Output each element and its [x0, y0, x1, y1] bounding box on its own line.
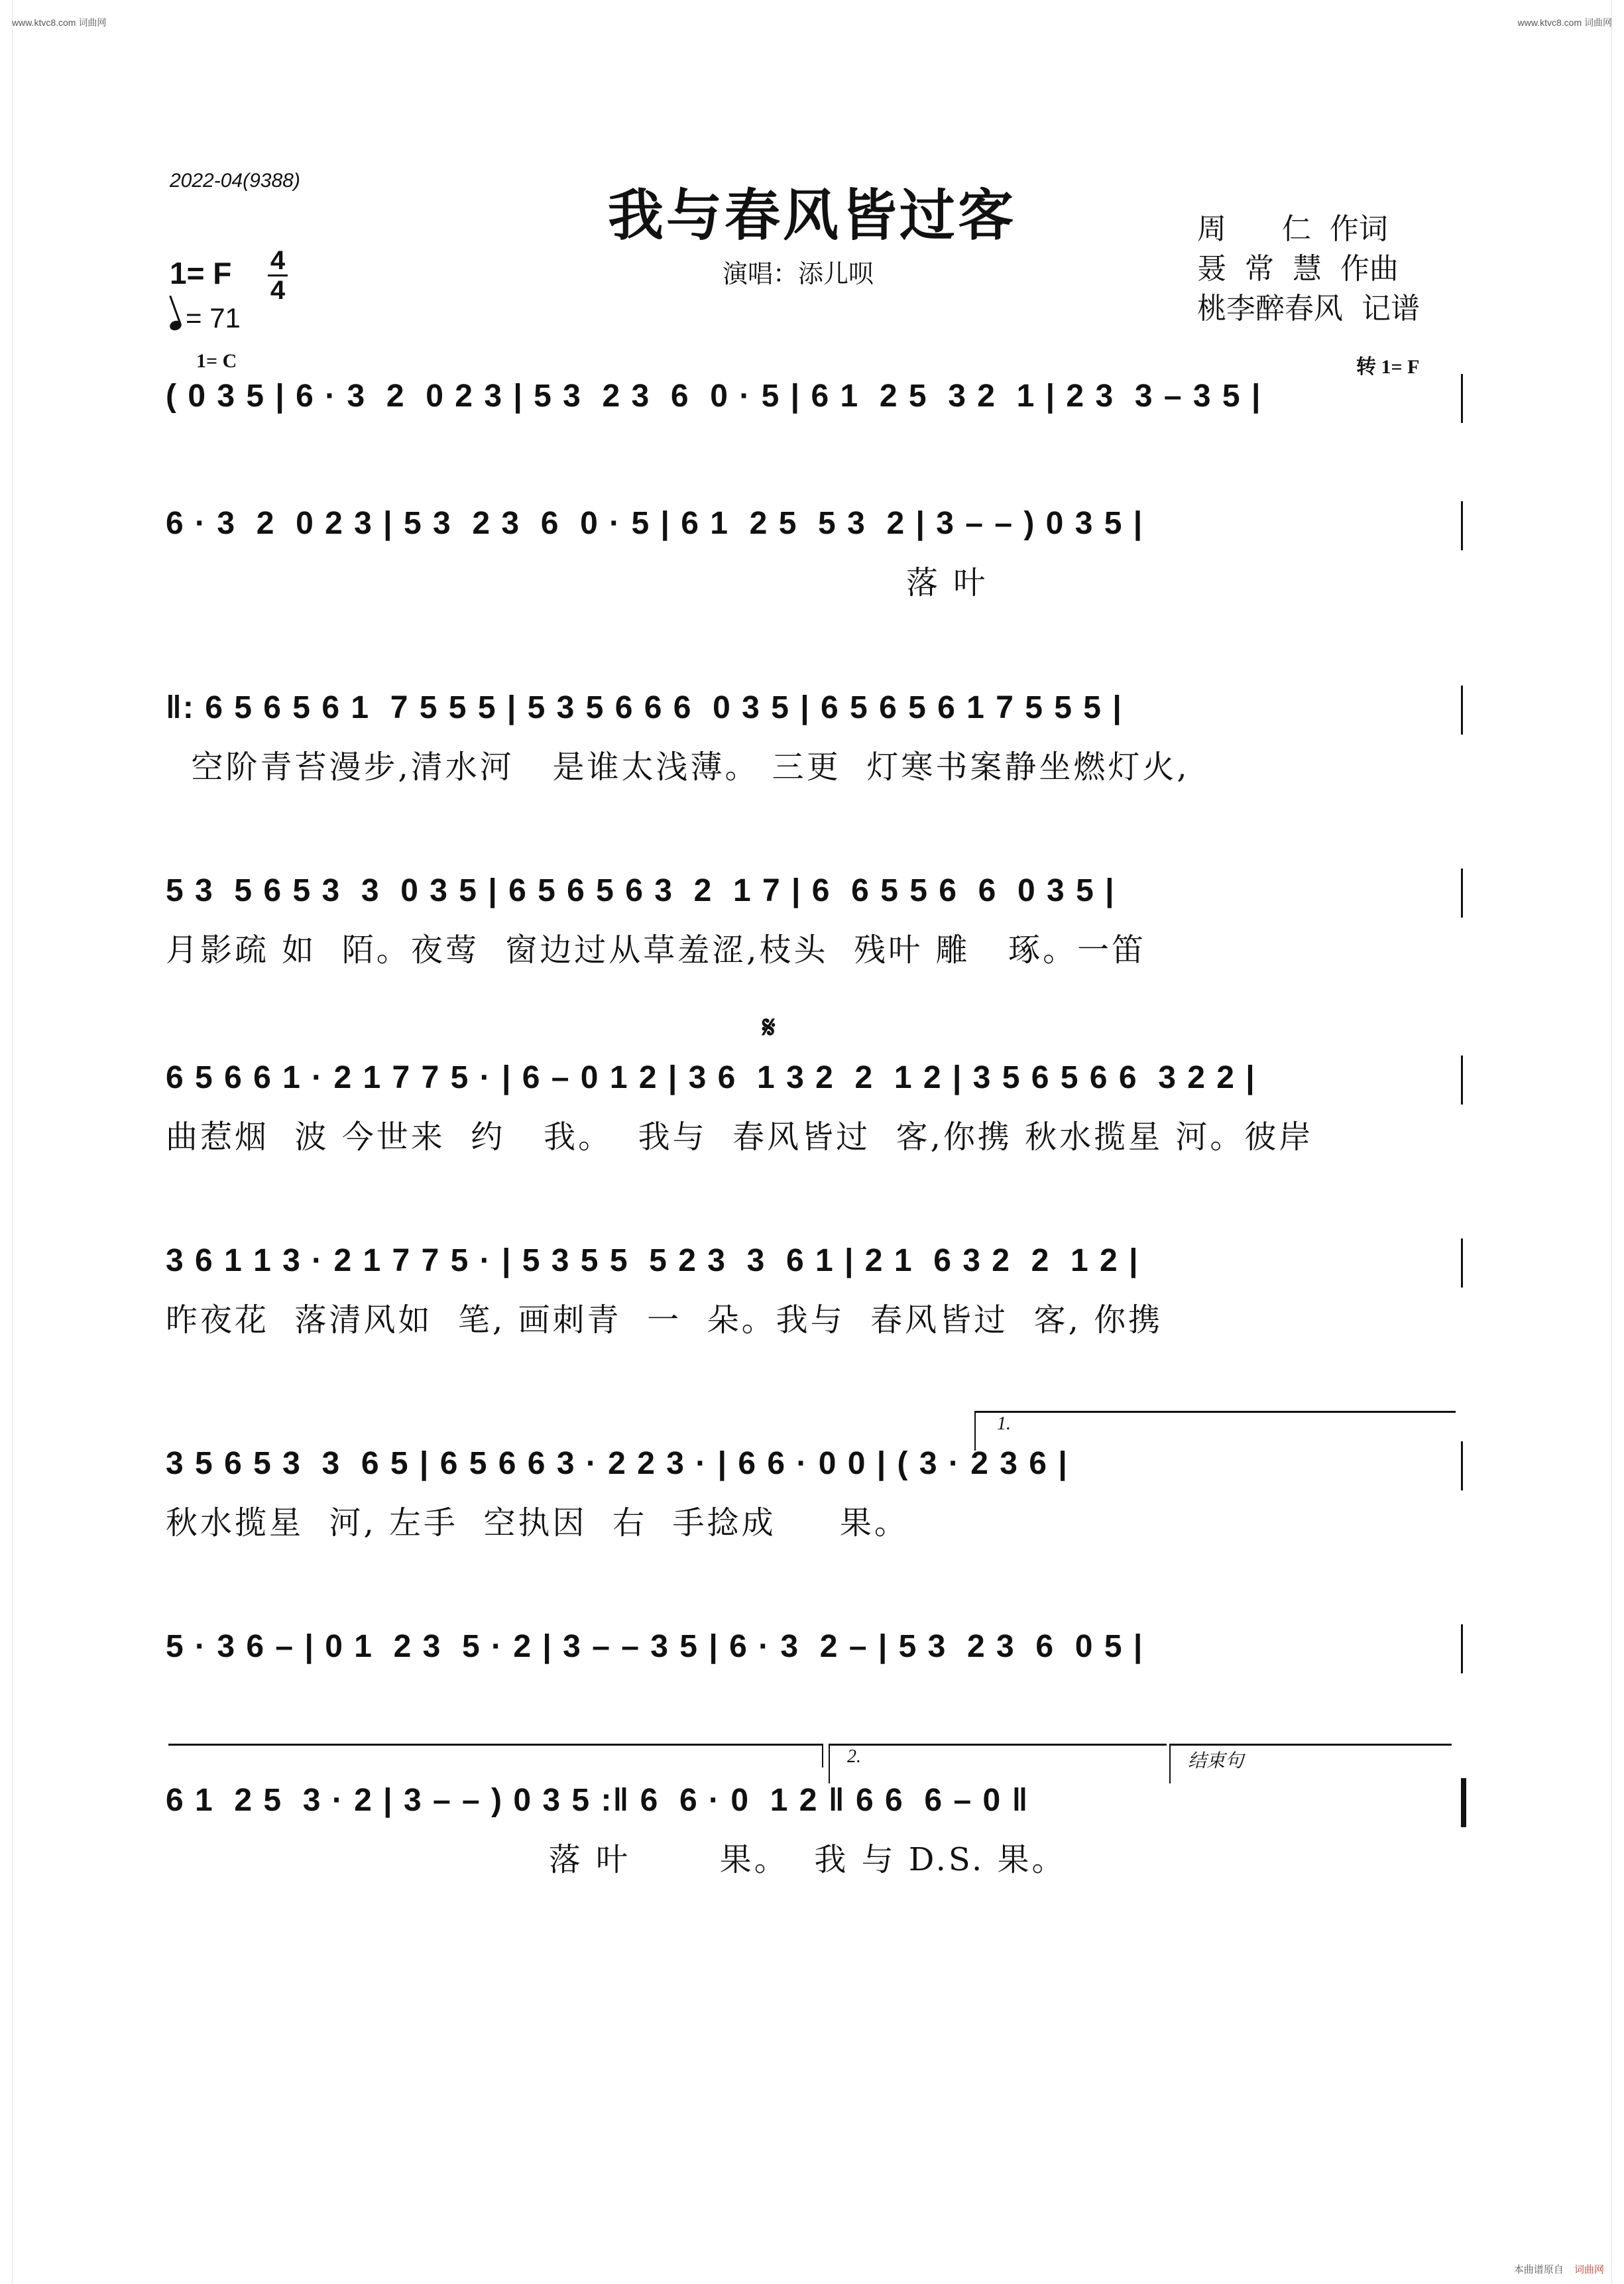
- watermark-bottom-right: [1514, 2262, 1604, 2276]
- notes: 6 1 2 5 3 · 2 | 3 – – ) 0 3 5 :‖ 6 6 · 0 1 2 ‖ 6 6 6 – 0 ‖: [166, 1783, 1029, 1818]
- volta1-bracket: [974, 1411, 1456, 1413]
- key-change-mark: 转 1= F: [1356, 356, 1420, 378]
- key-c-mark: 1= C: [196, 350, 237, 372]
- singer: 演唱：添儿呗: [723, 259, 874, 288]
- volta2-left: [829, 1744, 830, 1783]
- volta1-label: 1.: [997, 1413, 1011, 1434]
- notes: 3 6 1 1 3 · 2 1 7 7 5 · | 5 3 5 5 5 2 3 3 6 1 | 2 1 6 3 2 2 1 2 |: [166, 1243, 1139, 1278]
- time-signature: [268, 248, 288, 303]
- quarter-note-icon: [168, 319, 183, 331]
- barline: [1461, 501, 1463, 550]
- lyrics: 曲惹烟 波 今世来 约 我。 我与 春风皆过 客,你携 秋水揽星 河。彼岸: [166, 1118, 1314, 1156]
- watermark-bottom-left-text: 本曲谱原自: [1513, 2264, 1564, 2275]
- notes: 5 · 3 6 – | 0 1 2 3 5 · 2 | 3 – – 3 5 | 6 · 3 2 – | 5 3 2 3 6 0 5 |: [166, 1629, 1144, 1664]
- notes: ‖: 6 5 6 5 6 1 7 5 5 5 | 5 3 5 6 6 6 0 3 5 | 6 5 6 5 6 1 7 5 5 5 |: [166, 690, 1123, 725]
- volta1-continuation: [168, 1744, 822, 1746]
- barline: [1461, 1055, 1463, 1105]
- lyrics: 落 叶 果。 我 与 D.S. 果。: [166, 1841, 1067, 1878]
- page-title: 我与春风皆过客: [607, 182, 1016, 248]
- barline: [1461, 1624, 1463, 1673]
- ending-bracket: [1169, 1744, 1452, 1746]
- final-barline: [1461, 1778, 1466, 1827]
- notes: ( 0 3 5 | 6 · 3 2 0 2 3 | 5 3 2 3 6 0 · 5 | 6 1 2 5 3 2 1 | 2 3 3 – 3 5 |: [166, 379, 1262, 414]
- notes: 6 5 6 6 1 · 2 1 7 7 5 · | 6 – 0 1 2 | 3 6 1 3 2 2 1 2 | 3 5 6 5 6 6 3 2 2 |: [166, 1060, 1256, 1095]
- lyrics: 空阶青苔漫步,清水河 是谁太浅薄。 三更 灯寒书案静坐燃灯火,: [166, 749, 1190, 786]
- watermark-bottom-right-text: 词曲网: [1574, 2264, 1604, 2275]
- notes: 6 · 3 2 0 2 3 | 5 3 2 3 6 0 · 5 | 6 1 2 5 5 3 2 | 3 – – ) 0 3 5 |: [166, 506, 1144, 541]
- right-margin-strip: [1611, 0, 1624, 2284]
- time-bottom: 4: [270, 276, 286, 305]
- left-margin-strip: [0, 0, 13, 2284]
- barline: [1461, 1441, 1463, 1490]
- credits: [1197, 210, 1420, 329]
- volta1-end: [822, 1744, 823, 1768]
- lyrics: 月影疏 如 陌。夜莺 窗边过从草羞涩,枝头 残叶 雕 琢。一笛: [166, 932, 1147, 969]
- lyrics: 秋水揽星 河, 左手 空执因 右 手捻成 果。: [166, 1504, 909, 1541]
- watermark-top-left: www.ktvc8.com 词曲网: [12, 17, 107, 28]
- notes: 3 5 6 5 3 3 6 5 | 6 5 6 6 3 · 2 2 3 · | 6 6 · 0 0 | ( 3 · 2 3 6 |: [166, 1446, 1069, 1481]
- volta1-left: [974, 1411, 976, 1451]
- time-top: 4: [270, 246, 286, 275]
- notes: 5 3 5 6 5 3 3 0 3 5 | 6 5 6 5 6 3 2 1 7 | 6 6 5 5 6 6 0 3 5 |: [166, 873, 1116, 908]
- composer: 聂 常 慧 作曲: [1197, 252, 1399, 286]
- lyrics: 落 叶: [166, 564, 988, 601]
- volta2-bracket: [829, 1744, 1167, 1746]
- tempo-value: = 71: [186, 302, 241, 333]
- watermark-top-right: www.ktvc8.com 词曲网: [1517, 17, 1612, 28]
- ending-label: 结束句: [1188, 1751, 1244, 1772]
- barline: [1461, 869, 1463, 918]
- transcriber: 桃李醉春风 记谱: [1197, 292, 1420, 326]
- lyricist: 周 仁 作词: [1197, 212, 1388, 246]
- barline: [1461, 686, 1463, 735]
- segno-icon: 𝄋: [762, 1009, 776, 1045]
- ending-left: [1169, 1744, 1171, 1783]
- score-code: 2022-04(9388): [170, 170, 300, 192]
- volta2-label: 2.: [847, 1746, 861, 1767]
- barline: [1461, 1238, 1463, 1288]
- key-signature: 1= F: [170, 256, 232, 290]
- barline: [1461, 374, 1463, 423]
- lyrics: 昨夜花 落清风如 笔, 画刺青 一 朵。我与 春风皆过 客, 你携: [166, 1301, 1163, 1339]
- tempo: [170, 302, 241, 334]
